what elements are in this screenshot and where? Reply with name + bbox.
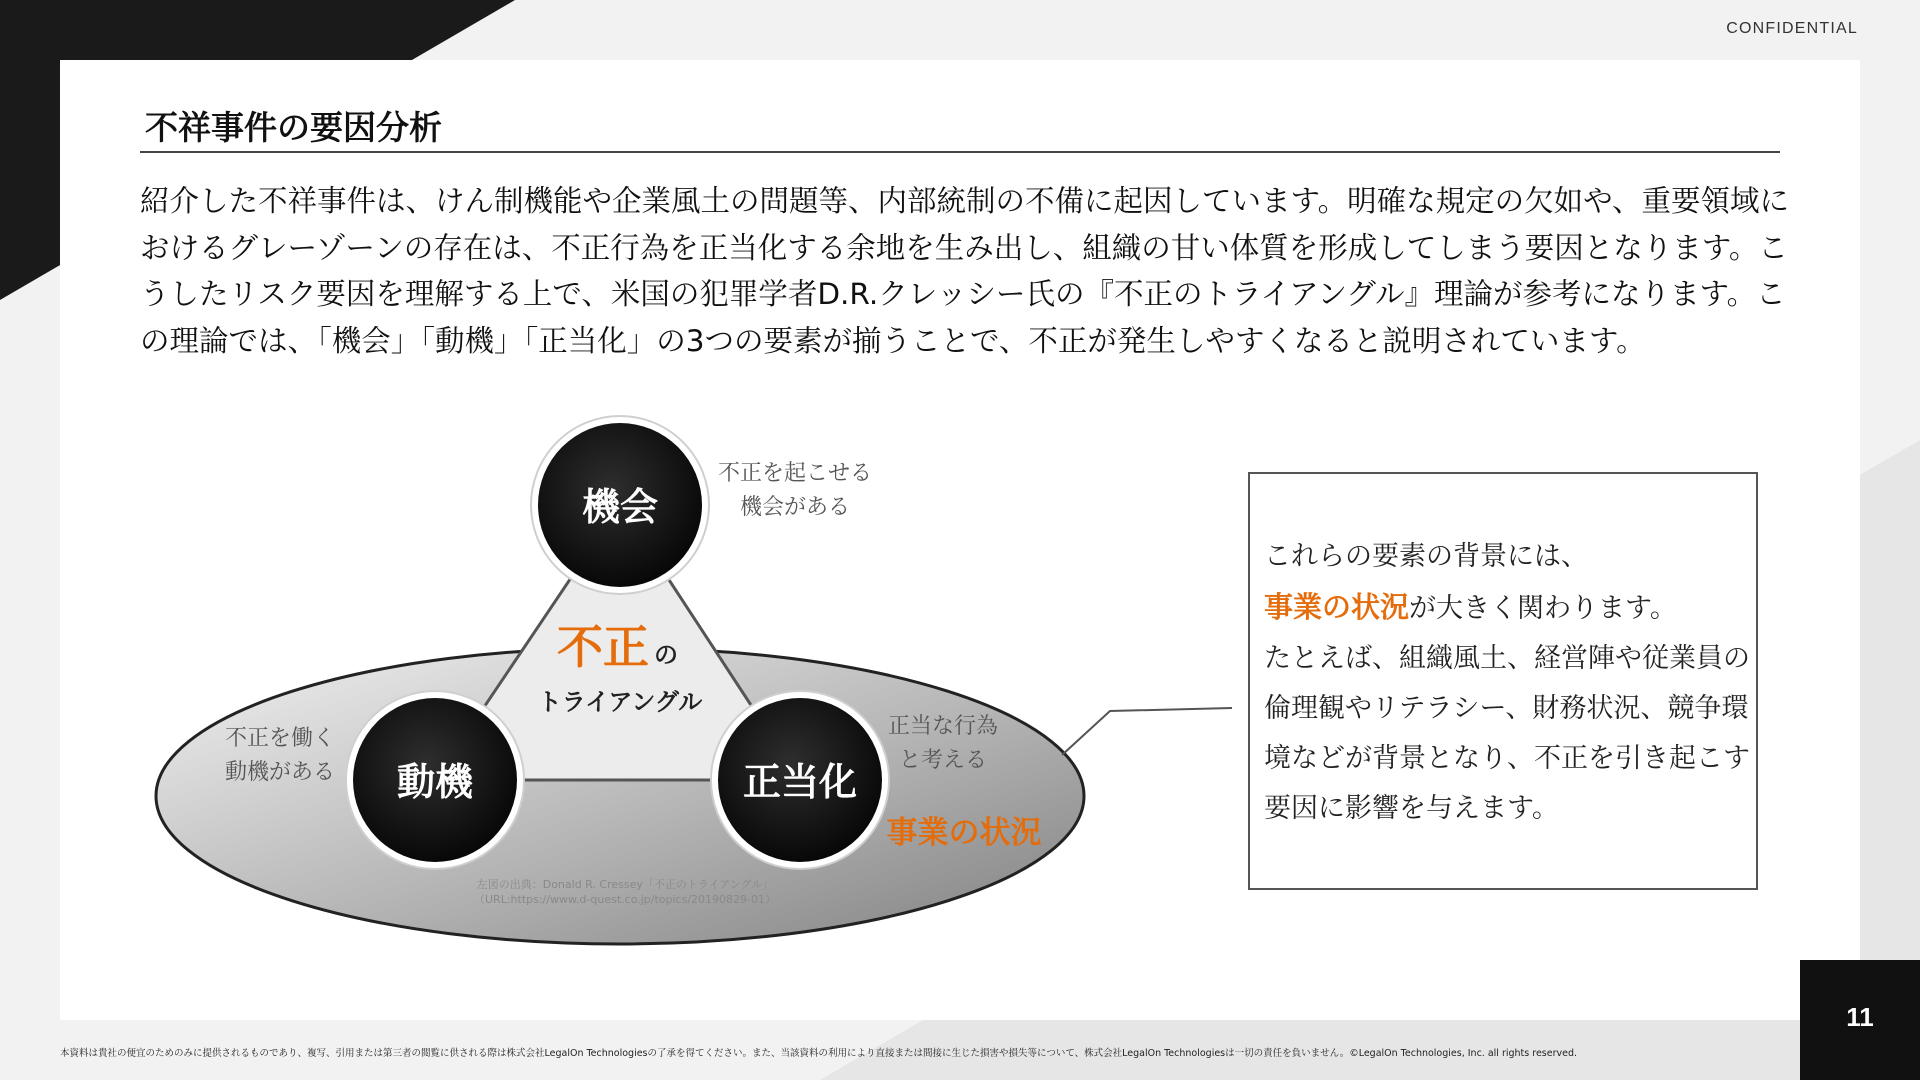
confidential-label: CONFIDENTIAL [1726, 20, 1858, 37]
triangle-title-small: の [654, 641, 678, 669]
explanation-line2: が大きく関わります。 [1409, 593, 1677, 624]
explanation-box [1248, 472, 1758, 890]
explanation-text [1264, 532, 1754, 834]
node-opportunity-label: 機会 [581, 485, 659, 529]
opportunity-note-line2: 機会がある [739, 495, 851, 520]
footer-disclaimer: 本資料は貴社の便宜のためのみに提供されるものであり、複写、引用または第三者の閲覧に供される際は株式会社LegalOn Technologiesの了承を得てください。また、当該資料の利用により直接または間接に生じた損害や損失等について、株式会社LegalOn Technologiesは一切の責任を負いません。©LegalOn Technologies, Inc. all rights reserved. [60, 1048, 1578, 1059]
intro-paragraph: 紹介した不祥事件は、けん制機能や企業風土の問題等、内部統制の不備に起因しています。明確な規定の欠如や、重要領域におけるグレーゾーンの存在は、不正行為を正当化する余地を生み出し、組織の甘い体質を形成してしまう要因となります。こうしたリスク要因を理解する上で、米国の犯罪学者D.R.クレッシー氏の『不正のトライアングル』理論が参考になります。この理論では、「機会」「動機」「正当化」の3つの要素が揃うことで、不正が発生しやすくなると説明されています。 [140, 184, 1790, 358]
page-number: 11 [1846, 1002, 1874, 1032]
rationalization-note-line2: と考える [898, 748, 988, 773]
base-label: 事業の状況 [886, 815, 1042, 851]
explanation-body: たとえば、組織風土、経営陣や従業員の倫理観やリテラシー、財務状況、競争環境などが背景となり、不正を引き起こす要因に影響を与えます。 [1264, 643, 1750, 824]
triangle-title-big: 不正 [557, 620, 649, 674]
node-rationalization [711, 691, 889, 869]
node-rationalization-label: 正当化 [742, 760, 858, 804]
explanation-line1: これらの要素の背景には、 [1264, 541, 1588, 572]
node-motive [346, 691, 524, 869]
triangle-subtitle: トライアングル [537, 688, 703, 716]
source-line1: 左図の出典：Donald R. Cressey「不正のトライアングル」 [476, 878, 774, 891]
motive-note-line1: 不正を働く [224, 726, 336, 751]
motive-note-line2: 動機がある [224, 760, 336, 785]
page-number-badge [1800, 960, 1920, 1080]
rationalization-note-line1: 正当な行為 [887, 714, 999, 739]
explanation-highlight: 事業の状況 [1264, 590, 1410, 624]
node-opportunity [531, 416, 709, 594]
opportunity-note-line1: 不正を起こせる [717, 461, 873, 486]
source-line2: （URL:https://www.d-quest.co.jp/topics/20190829-01） [474, 893, 776, 906]
node-motive-label: 動機 [396, 760, 474, 804]
callout-line [1062, 708, 1232, 755]
page-title: 不祥事件の要因分析 [145, 108, 442, 147]
